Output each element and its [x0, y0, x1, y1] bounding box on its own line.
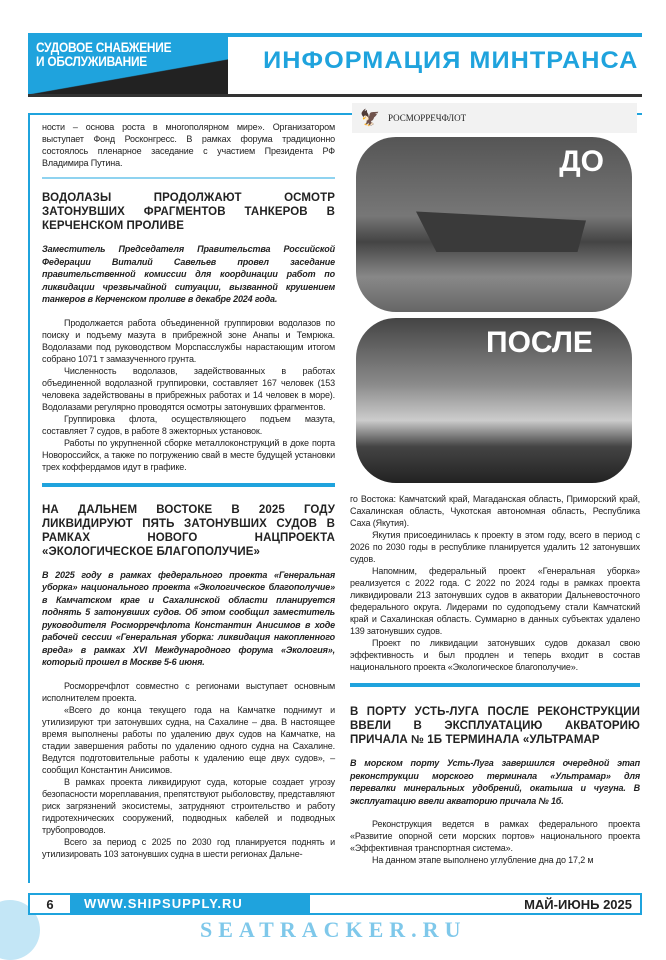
paragraph: На данном этапе выполнено углубление дна до 17,2 м: [372, 855, 594, 865]
page-number: 6: [46, 896, 54, 912]
watermark: SEATRACKER.RU: [200, 917, 467, 942]
paragraph: Всего за период с 2025 по 2030 год планируется поднять и утилизировать 103 затонувших судна в шести регионах Дальне-: [42, 836, 335, 859]
before-label: ДО: [559, 145, 604, 178]
article2-lead: В 2025 году в рамках федерального проекта «Генеральная уборка» национального проекта «Экологическое благополучие» в Камчатском крае и Сахалинской области планируется поднять 5 затонувших судов. Об этом сообщил заместитель руководителя Росморречфлота Константин Анисимов в ходе рабочей сессии «Генеральная уборка: ликвидация накопленного вреда» в рамках XVI Международного форума «Экология», который прошел в Москве 5-6 июня.: [42, 569, 335, 667]
article1-lead: Заместитель Председателя Правительства Российской Федерации Виталий Савельев провел заседание правительственной комиссии для координации работ по ликвидации чрезвычайной ситуации, вызванной крушением танкеров в Керченском проливе в декабре 2024 года.: [42, 244, 335, 304]
paragraph: Работы по укрупненной сборке металлоконструкций в доке порта Новороссийск, а также по погружению свай в месте будущей установки трех коффердамов идут в графике.: [42, 437, 335, 472]
magazine-logo: [28, 37, 228, 94]
photo-after: [356, 318, 632, 483]
article1-title: ВОДОЛАЗЫ ПРОДОЛЖАЮТ ОСМОТР ЗАТОНУВШИХ ФРАГМЕНТОВ ТАНКЕРОВ В КЕРЧЕНСКОМ ПРОЛИВЕ: [42, 192, 335, 232]
divider: [42, 483, 335, 487]
logo-line2: И ОБСЛУЖИВАНИЕ: [36, 53, 147, 69]
divider: [42, 177, 335, 179]
page-header: [28, 33, 642, 97]
paragraph: Якутия присоединилась к проекту в этом году, всего в период с 2026 по 2030 годы в республике планируется удалить 12 затонувших судов.: [350, 530, 640, 564]
paragraph: Росморречфлот совместно с регионами выступает основным исполнителем проекта.: [42, 680, 335, 703]
photo-before: [356, 137, 632, 312]
issue-date: МАЙ-ИЮНЬ 2025: [524, 896, 632, 912]
right-column: [350, 493, 640, 866]
paragraph: Напомним, федеральный проект «Генеральная уборка» реализуется с 2022 года. С 2022 по 2024 годы в рамках проекта ликвидировали 213 затонувших судов в акватории Дальневосточного федерального округа. Лидерами по судоподъему стали Камчатский край и Сахалинская область. Суммарно в данных субъектах удалено 139 затонувших судов.: [350, 566, 640, 636]
logo-line1: СУДОВОЕ СНАБЖЕНИЕ: [36, 39, 172, 55]
emblem-icon: 🦅: [360, 110, 380, 127]
intro-text: ности – основа роста в многополярном мире». Организатором выступает Фонд Росконгресс. В рамках форума традиционно состоялось пленарное заседание с участием Президента РФ Владимира Путина.: [42, 122, 335, 168]
page-footer: [28, 893, 642, 915]
ship-image: [416, 207, 586, 252]
paragraph: «Всего до конца текущего года на Камчатке поднимут и утилизируют три затонувших судна, на Сахалине – два. В настоящее время выполнены работы по удалению двух судов на Камчатке, на стадии завершения работы по удалению одного судна на Сахалине. Ведутся подготовительные работы к удалению еще двух судов», – сообщил Константин Анисимов.: [42, 704, 335, 775]
article2-title: НА ДАЛЬНЕМ ВОСТОКЕ В 2025 ГОДУ ЛИКВИДИРУЮТ ПЯТЬ ЗАТОНУВШИХ СУДОВ В РАМКАХ НОВОГО НАЦПРОЕКТА «ЭКОЛОГИЧЕСКОЕ БЛАГОПОЛУЧИЕ»: [42, 503, 335, 558]
org-name: РОСМОРРЕЧФЛОТ: [388, 113, 467, 123]
paragraph: В рамках проекта ликвидируют суда, которые создает угрозу безопасности мореплавания, препятствуют рыболовству, представляют риск загрязнений экосистемы, затрудняют строительство и работу гидротехнических сооружений, подводных кабелей и подводных трубопроводов.: [42, 776, 335, 835]
article3-title: В ПОРТУ УСТЬ-ЛУГА ПОСЛЕ РЕКОНСТРУКЦИИ ВВЕЛИ В ЭКСПЛУАТАЦИЮ АКВАТОРИЮ ПРИЧАЛА № 1Б ТЕРМИНАЛА «УЛЬТРАМАР: [350, 706, 640, 746]
paragraph: Продолжается работа объединенной группировки водолазов по поиску и подъему мазута в прибрежной зоне Анапы и Темрюка. Водолазами под руководством Морспасслужбы нарастающим итогом собрано 1071 т замазученного грунта.: [42, 317, 335, 364]
paragraph: го Востока: Камчатский край, Магаданская область, Приморский край, Сахалинская область, Чукотская автономная область, Республика Саха (Якутия).: [350, 494, 640, 528]
paragraph: Реконструкция ведется в рамках федерального проекта «Развитие опорной сети морских портов» национального проекта «Эффективная транспортная система».: [350, 819, 640, 853]
after-label: ПОСЛЕ: [486, 326, 593, 359]
paragraph: Численность водолазов, задействованных в работах объединенной водолазной группировки, составляет 167 человек (153 человека задействованы в прибрежных работах и 14 человек в море). Водолазами регулярно проводятся осмотры затонувших фрагментов.: [42, 365, 335, 412]
photo-caption-header: [352, 103, 637, 133]
left-column: [42, 121, 335, 860]
article3-lead: В морском порту Усть-Луга завершился очередной этап реконструкции морского терминала «Ультрамар» для перевалки минеральных удобрений, окатыша и чугуна. В эксплуатацию ввели акваторию причала № 1б.: [350, 758, 640, 806]
paragraph: Проект по ликвидации затонувших судов доказал свою эффективность и был продлен и теперь входит в состав национального проекта «Экологическое благополучие».: [350, 638, 640, 672]
section-title: ИНФОРМАЦИЯ МИНТРАНСА: [262, 47, 638, 74]
divider: [350, 683, 640, 687]
paragraph: Группировка флота, осуществляющего подъем мазута, составляет 7 судов, в работе 8 эжекторных установок.: [42, 413, 335, 436]
website-link[interactable]: WWW.SHIPSUPPLY.RU: [70, 895, 310, 913]
